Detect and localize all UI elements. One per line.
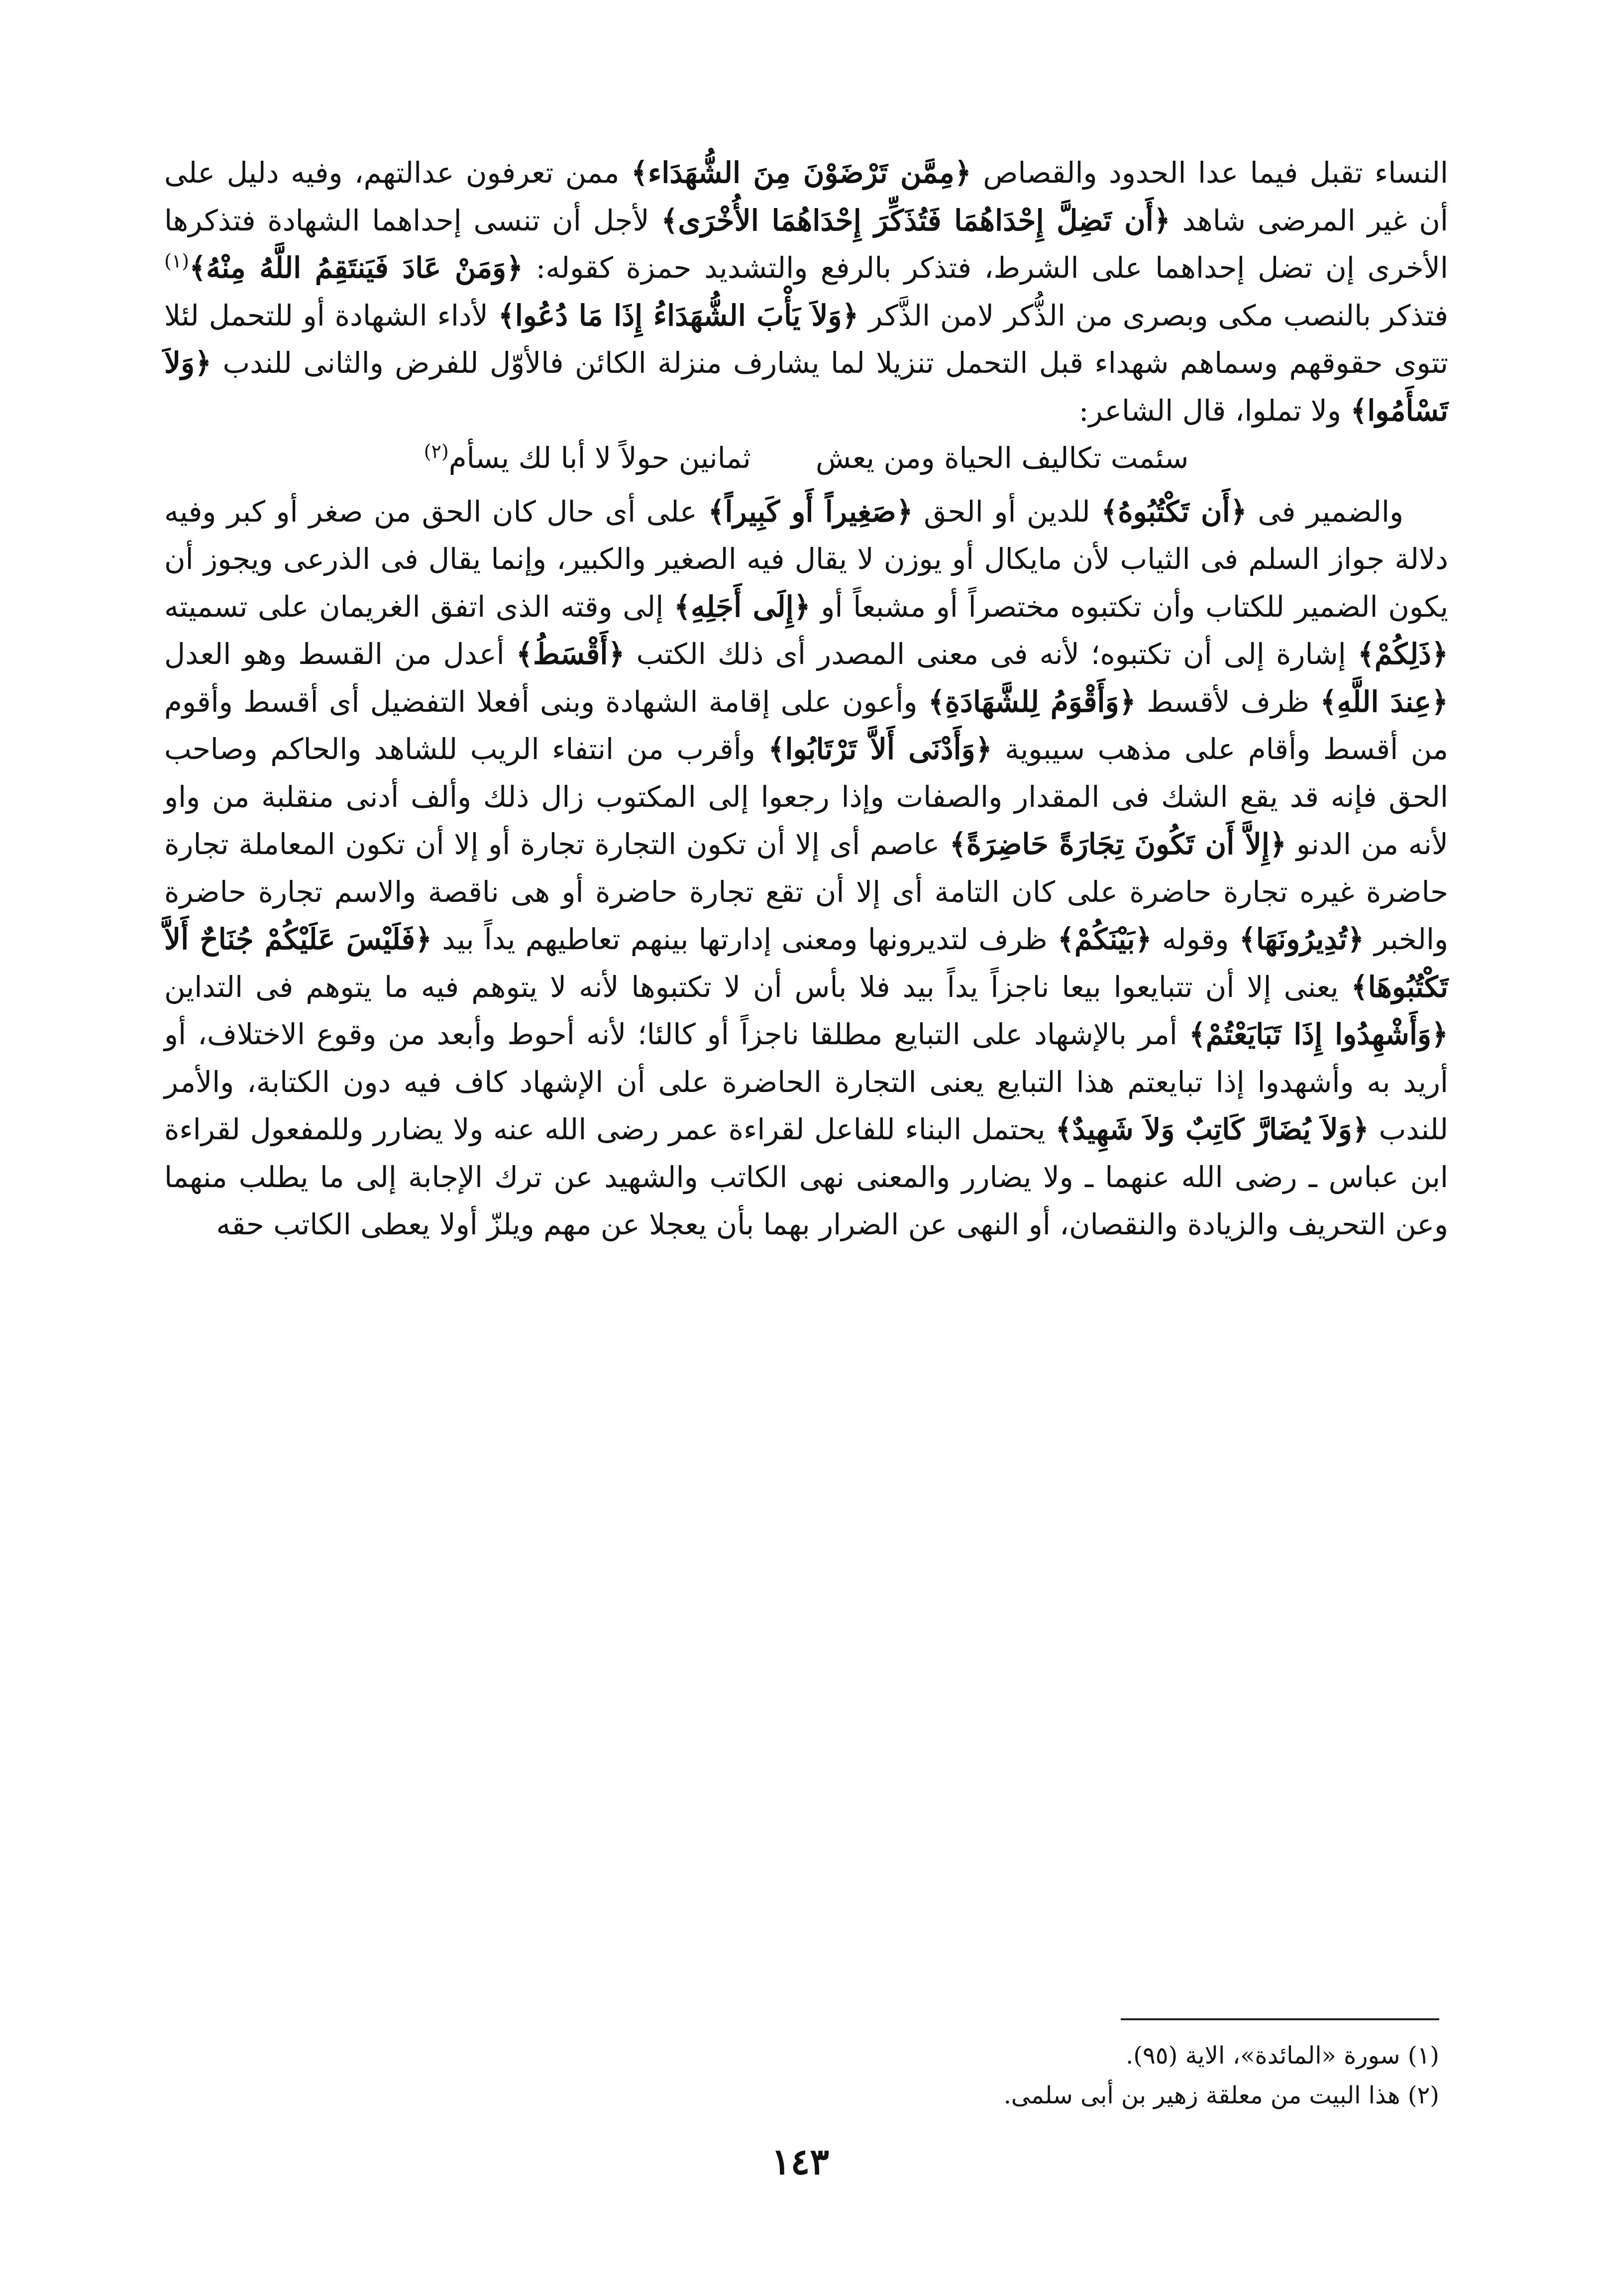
- quran-quote: ﴿أَقْسَطُ﴾: [516, 637, 625, 671]
- quran-quote: ﴿وَلاَ يَأْبَ الشُّهَدَاءُ إِذَا مَا دُعُوا﴾: [498, 298, 859, 332]
- paragraph-1: [164, 149, 1448, 435]
- text-run: إلى وقته الذى اتفق الغريمان على تسميته: [164, 589, 664, 624]
- text-run: ظرف لأقسط: [1146, 684, 1310, 719]
- text-run: وأعون على إقامة الشهادة وبنى أفعلا التفضيل أى أقسط وأقوم من أقسط وأقام على مذهب سيبوية: [164, 684, 1449, 766]
- text-run: عاصم أى إلا أن تكون التجارة تجارة أو إلا أن تكون المعاملة تجارة حاضرة غيره تجارة حاضرة على كان التامة أى إلا أن تقع تجارة حاضرة أو هى ناقصة والاسم تجارة حاضرة والخبر: [164, 827, 1449, 956]
- text-run: والضمير فى: [1258, 494, 1404, 529]
- text-run: لأجل أن تنسى إحداهما الشهادة فتذكرها الأخرى إن تضل إحداهما على الشرط، فتذكر بالرفع والتشديد حمزة كقوله:: [164, 203, 1449, 285]
- footnotes: [543, 2036, 1439, 2115]
- main-text: [164, 149, 1448, 1249]
- text-run: النساء تقبل فيما عدا الحدود والقصاص: [983, 156, 1449, 190]
- quran-quote: ﴿ذَلِكُمْ﴾: [1357, 637, 1448, 671]
- quran-quote: ﴿مِمَّن تَرْضَوْنَ مِنَ الشُّهَدَاء﴾: [631, 156, 971, 190]
- quran-quote: ﴿وَلاَ يُضَارَّ كَاتِبٌ وَلاَ شَهِيدٌ﴾: [1055, 1112, 1369, 1146]
- text-run: إشارة إلى أن تكتبوه؛ لأنه فى معنى المصدر أى ذلك الكتب: [636, 637, 1346, 671]
- quran-quote: ﴿عِندَ اللَّهِ﴾: [1320, 684, 1449, 719]
- text-run: وقوله: [1162, 922, 1229, 956]
- poetry-verse: [164, 435, 1448, 488]
- quran-quote: ﴿إِلَى أَجَلِهِ﴾: [673, 589, 811, 624]
- quran-quote: ﴿صَغِيراً أَو كَبِيراً﴾: [708, 494, 913, 529]
- verse-first-hemistich: سئمت تكاليف الحياة ومن يعش: [815, 441, 1189, 475]
- text-run: على أى حال كان الحق من صغر أو كبر وفيه دلالة جواز السلم فى الثياب لأن مايكال أو يوزن لا يقال فيه الصغير والكبير، وإنما يقال فى الذرعى ويجوز أن يكون الضمير للكتاب وأن تكتبوه مختصراً أو مشبعاً أو: [164, 494, 1449, 624]
- text-run: أعدل من القسط وهو العدل: [164, 637, 505, 671]
- quran-quote: ﴿فَلَيْسَ عَلَيْكُمْ جُنَاحٌ أَلاَّ تَكْتُبُوهَا﴾: [164, 922, 1449, 1004]
- quran-quote: ﴿أَن تَضِلَّ إِحْدَاهُمَا فَتُذَكِّرَ إِحْدَاهُمَا الأُخْرَى﴾: [661, 203, 1171, 237]
- quran-quote: ﴿تُدِيرُونَهَا﴾: [1239, 922, 1364, 956]
- text-run: يعنى إلا أن تتبايعوا بيعا ناجزاً يداً بيد فلا بأس أن لا تكتبوها لأنه لا يتوهم فيه ما يتوهم فى التداين: [164, 970, 1339, 1004]
- quran-quote: ﴿وَلاَ تَسْأَمُوا﴾: [164, 346, 1448, 428]
- quran-quote: ﴿أَن تَكْتُبُوهُ﴾: [1101, 494, 1247, 529]
- text-run: فتذكر بالنصب مكى وبصرى من الذُّكر لامن الذَّكر: [868, 298, 1449, 332]
- text-run: ممن تعرفون عدالتهم، وفيه دليل على أن غير المرضى شاهد: [164, 156, 1449, 237]
- quran-quote: ﴿وَأَقْوَمُ لِلشَّهَادَةِ﴾: [928, 684, 1136, 719]
- text-run: للدين أو الحق: [924, 494, 1090, 529]
- quran-quote: ﴿بَيْنَكُمْ﴾: [1057, 922, 1152, 956]
- text-run: أمر بالإشهاد على التبايع مطلقا ناجزاً أو كالئا؛ لأنه أحوط وأبعد من وقوع الاختلاف، أو أريد به وأشهدوا إذا تبايعتم هذا التبايع يعنى التجارة الحاضرة على أن الإشهاد كاف فيه دون الكتابة، والأمر للندب: [164, 1017, 1449, 1146]
- quran-quote: ﴿وَأَدْنَى أَلاَّ تَرْتَابُوا﴾: [768, 732, 992, 766]
- verse-second-hemistich-wrap: ثمانين حولاً لا أبا لك يسأم(٢): [424, 435, 751, 482]
- paragraph-2: [164, 488, 1448, 1249]
- verse-second-hemistich: ثمانين حولاً لا أبا لك يسأم: [448, 441, 751, 475]
- quran-quote: ﴿وَمَنْ عَادَ فَيَنتَقِمُ اللَّهُ مِنْهُ﴾: [189, 251, 524, 285]
- footnote-1: (١) سورة «المائدة»، الاية (٩٥).: [1126, 2042, 1439, 2070]
- footnote-divider: [1121, 2018, 1439, 2020]
- text-run: ولا تملوا، قال الشاعر:: [1078, 393, 1341, 428]
- quran-quote: ﴿إِلاَّ أَن تَكُونَ تِجَارَةً حَاضِرَةً﴾: [949, 827, 1286, 861]
- footnote-2: (٢) هذا البيت من معلقة زهير بن أبى سلمى.: [1003, 2081, 1439, 2109]
- quran-quote: ﴿وَأَشْهِدُوا إِذَا تَبَايَعْتُمْ﴾: [1188, 1017, 1448, 1051]
- footnote-ref-1: (١): [164, 250, 190, 272]
- text-run: ظرف لتديرونها ومعنى إدارتها بينهم تعاطيهم يداً بيد: [442, 922, 1048, 956]
- text-run: لأداء الشهادة أو للتحمل لئلا تتوى حقوقهم وسماهم شهداء قبل التحمل تنزيلا لما يشارف منزلة الكائن فالأوّل للفرض والثانى للندب: [164, 298, 1448, 380]
- text-run: وأقرب من انتفاء الريب للشاهد والحاكم وصاحب الحق فإنه قد يقع الشك فى المقدار والصفات وإذا رجعوا إلى المكتوب زال ذلك وألف أدنى منقلبة من واو لأنه من الدنو: [164, 732, 1448, 861]
- page-number: ١٤٣: [771, 2140, 829, 2183]
- text-run: يحتمل البناء للفاعل لقراءة عمر رضى الله عنه ولا يضارر وللمفعول لقراءة ابن عباس ـ رضى الله عنهما ـ ولا يضارر والمعنى نهى الكاتب والشهيد عن ترك الإجابة إلى ما يطلب منهما وعن التحريف والزيادة والنقصان، أو النهى عن الضرار بهما بأن يعجلا عن مهم ويلزّ أولا يعطى الكاتب حقه: [164, 1112, 1448, 1241]
